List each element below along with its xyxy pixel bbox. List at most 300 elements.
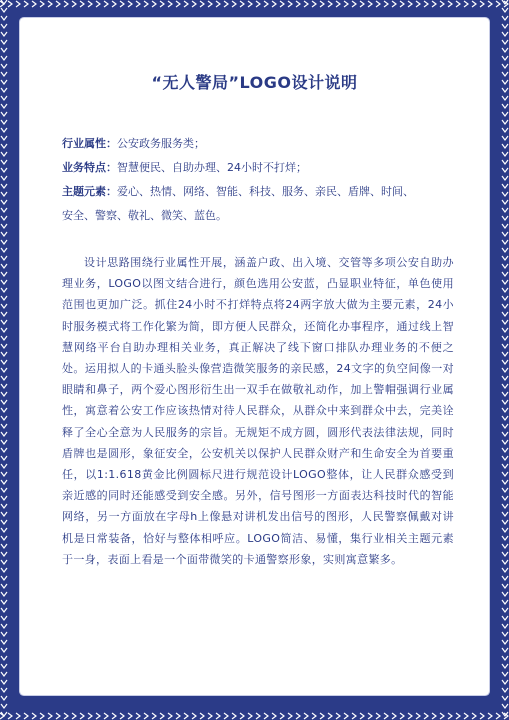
border-chevron (1, 360, 7, 364)
border-chevron (502, 448, 508, 452)
border-chevron (1, 656, 7, 660)
border-chevron (1, 240, 7, 244)
border-chevron (464, 713, 468, 719)
border-chevron (502, 528, 508, 532)
border-chevron (1, 536, 7, 540)
border-chevron (360, 1, 364, 7)
border-chevron (296, 1, 300, 7)
border-chevron (502, 560, 508, 564)
border-chevron (502, 384, 508, 388)
border-chevron (320, 1, 324, 7)
border-chevron (502, 592, 508, 596)
border-chevron (1, 96, 7, 100)
border-chevron (502, 240, 508, 244)
border-pattern-bottom (0, 712, 509, 720)
border-chevron (264, 1, 268, 7)
border-chevron (432, 713, 436, 719)
border-chevron (502, 472, 508, 476)
border-chevron (502, 160, 508, 164)
border-chevron (440, 713, 444, 719)
border-chevron (112, 1, 116, 7)
border-chevron (502, 488, 508, 492)
border-chevron (104, 713, 108, 719)
border-chevron (480, 1, 484, 7)
border-chevron (488, 1, 492, 7)
border-chevron (502, 288, 508, 292)
border-chevron (1, 368, 7, 372)
attribute-key: 业务特点： (62, 161, 117, 174)
border-chevron (472, 1, 476, 7)
border-chevron (144, 1, 148, 7)
border-chevron (200, 713, 204, 719)
border-chevron (352, 1, 356, 7)
border-chevron (502, 344, 508, 348)
border-chevron (502, 280, 508, 284)
border-chevron (296, 713, 300, 719)
border-chevron (502, 664, 508, 668)
border-chevron (502, 144, 508, 148)
attribute-value: 智慧便民、自助办理、24小时不打烊； (117, 161, 307, 174)
border-chevron (502, 376, 508, 380)
border-chevron (232, 1, 236, 7)
border-chevron (424, 1, 428, 7)
border-chevron (1, 696, 7, 700)
border-chevron (184, 1, 188, 7)
border-chevron (408, 713, 412, 719)
border-chevron (502, 272, 508, 276)
border-pattern-top (0, 0, 509, 8)
border-chevron (1, 448, 7, 452)
border-chevron (96, 1, 100, 7)
border-chevron (1, 296, 7, 300)
border-chevron (502, 632, 508, 636)
border-chevron (328, 1, 332, 7)
attribute-industry (62, 132, 452, 156)
border-chevron (502, 168, 508, 172)
border-chevron (1, 192, 7, 196)
border-chevron (1, 64, 7, 68)
border-chevron (1, 8, 7, 12)
border-chevron (502, 24, 508, 28)
border-chevron (144, 713, 148, 719)
border-chevron (240, 713, 244, 719)
border-chevron (502, 568, 508, 572)
border-chevron (416, 1, 420, 7)
border-chevron (208, 713, 212, 719)
border-chevron (502, 136, 508, 140)
border-chevron (1, 680, 7, 684)
border-chevron (16, 1, 20, 7)
border-chevron (502, 464, 508, 468)
border-chevron (1, 160, 7, 164)
attribute-business (62, 156, 452, 180)
border-chevron (502, 128, 508, 132)
border-chevron (502, 232, 508, 236)
border-chevron (1, 248, 7, 252)
border-chevron (502, 56, 508, 60)
border-chevron (160, 1, 164, 7)
border-chevron (502, 520, 508, 524)
border-chevron (304, 1, 308, 7)
border-chevron (400, 1, 404, 7)
border-chevron (1, 624, 7, 628)
border-chevron (232, 713, 236, 719)
border-chevron (336, 1, 340, 7)
border-chevron (502, 96, 508, 100)
border-chevron (1, 328, 7, 332)
border-chevron (96, 713, 100, 719)
border-chevron (1, 584, 7, 588)
border-chevron (88, 713, 92, 719)
border-chevron (502, 320, 508, 324)
border-chevron (1, 48, 7, 52)
border-chevron (1, 136, 7, 140)
border-chevron (1, 232, 7, 236)
border-chevron (280, 1, 284, 7)
border-chevron (1, 256, 7, 260)
border-chevron (502, 184, 508, 188)
border-chevron (64, 1, 68, 7)
border-chevron (392, 713, 396, 719)
border-chevron (1, 200, 7, 204)
border-chevron (502, 112, 508, 116)
border-chevron (48, 1, 52, 7)
border-chevron (136, 713, 140, 719)
border-chevron (502, 32, 508, 36)
border-chevron (80, 713, 84, 719)
attribute-key: 主题元素： (62, 185, 117, 198)
border-chevron (192, 713, 196, 719)
border-chevron (502, 16, 508, 20)
border-chevron (1, 464, 7, 468)
border-chevron (1, 544, 7, 548)
border-chevron (1, 104, 7, 108)
border-chevron (1, 176, 7, 180)
border-chevron (1, 504, 7, 508)
border-chevron (502, 104, 508, 108)
border-chevron (502, 704, 508, 708)
border-chevron (1, 432, 7, 436)
border-chevron (456, 1, 460, 7)
border-chevron (1, 336, 7, 340)
border-chevron (72, 1, 76, 7)
border-chevron (160, 713, 164, 719)
border-chevron (502, 176, 508, 180)
border-chevron (1, 520, 7, 524)
border-chevron (502, 8, 508, 12)
border-chevron (56, 1, 60, 7)
border-chevron (440, 1, 444, 7)
border-chevron (502, 304, 508, 308)
border-chevron (1, 128, 7, 132)
border-chevron (224, 713, 228, 719)
border-chevron (502, 440, 508, 444)
border-chevron (152, 713, 156, 719)
border-chevron (448, 1, 452, 7)
border-chevron (1, 576, 7, 580)
border-chevron (1, 600, 7, 604)
border-chevron (56, 713, 60, 719)
border-chevron (120, 1, 124, 7)
border-chevron (502, 608, 508, 612)
border-chevron (40, 1, 44, 7)
border-chevron (24, 1, 28, 7)
border-chevron (502, 248, 508, 252)
border-chevron (416, 713, 420, 719)
border-chevron (272, 713, 276, 719)
border-chevron (328, 713, 332, 719)
attribute-theme-continued: 安全、警察、敬礼、微笑、蓝色。 (62, 209, 227, 222)
border-chevron (384, 1, 388, 7)
border-chevron (376, 713, 380, 719)
border-chevron (502, 656, 508, 660)
border-chevron (152, 1, 156, 7)
border-chevron (1, 512, 7, 516)
border-chevron (502, 456, 508, 460)
border-chevron (1, 408, 7, 412)
border-chevron (1, 640, 7, 644)
border-chevron (1, 216, 7, 220)
border-chevron (368, 713, 372, 719)
border-chevron (502, 600, 508, 604)
border-chevron (392, 1, 396, 7)
border-chevron (1, 528, 7, 532)
border-chevron (40, 713, 44, 719)
border-chevron (1, 184, 7, 188)
border-chevron (1, 384, 7, 388)
border-chevron (336, 713, 340, 719)
border-chevron (502, 120, 508, 124)
border-chevron (32, 1, 36, 7)
border-chevron (200, 1, 204, 7)
border-chevron (1, 480, 7, 484)
border-chevron (72, 713, 76, 719)
border-chevron (1, 40, 7, 44)
border-chevron (16, 713, 20, 719)
border-chevron (502, 496, 508, 500)
border-chevron (502, 512, 508, 516)
border-chevron (488, 713, 492, 719)
attribute-list (62, 132, 452, 228)
border-chevron (32, 713, 36, 719)
border-chevron (8, 713, 12, 719)
border-chevron (464, 1, 468, 7)
border-chevron (502, 264, 508, 268)
border-chevron (1, 552, 7, 556)
border-chevron (502, 624, 508, 628)
border-chevron (502, 48, 508, 52)
border-chevron (1, 616, 7, 620)
border-chevron (120, 713, 124, 719)
border-chevron (312, 713, 316, 719)
border-chevron (1, 208, 7, 212)
border-chevron (1, 352, 7, 356)
border-chevron (360, 713, 364, 719)
border-chevron (502, 408, 508, 412)
border-chevron (304, 713, 308, 719)
border-chevron (1, 0, 7, 4)
border-chevron (248, 1, 252, 7)
border-chevron (384, 713, 388, 719)
border-chevron (88, 1, 92, 7)
border-chevron (288, 1, 292, 7)
border-chevron (502, 152, 508, 156)
border-chevron (502, 200, 508, 204)
border-chevron (448, 713, 452, 719)
border-chevron (8, 1, 12, 7)
border-chevron (480, 713, 484, 719)
border-chevron (502, 696, 508, 700)
attribute-theme (62, 180, 452, 204)
border-chevron (312, 1, 316, 7)
border-chevron (502, 64, 508, 68)
border-chevron (208, 1, 212, 7)
border-chevron (502, 312, 508, 316)
border-chevron (344, 713, 348, 719)
border-chevron (1, 560, 7, 564)
border-chevron (216, 1, 220, 7)
border-chevron (502, 352, 508, 356)
border-chevron (136, 1, 140, 7)
border-chevron (280, 713, 284, 719)
attribute-value: 爱心、热情、网络、智能、科技、服务、亲民、盾牌、时间、 (117, 185, 414, 198)
border-chevron (502, 224, 508, 228)
border-chevron (502, 480, 508, 484)
border-chevron (112, 713, 116, 719)
border-chevron (1, 416, 7, 420)
border-chevron (168, 713, 172, 719)
border-pattern-left (0, 0, 8, 720)
border-chevron (184, 713, 188, 719)
border-chevron (502, 40, 508, 44)
border-chevron (1, 632, 7, 636)
border-chevron (502, 536, 508, 540)
border-chevron (1, 472, 7, 476)
border-chevron (502, 208, 508, 212)
border-chevron (1, 168, 7, 172)
border-chevron (240, 1, 244, 7)
border-chevron (502, 712, 508, 716)
border-chevron (80, 1, 84, 7)
border-chevron (344, 1, 348, 7)
border-chevron (224, 1, 228, 7)
border-chevron (1, 304, 7, 308)
border-chevron (502, 432, 508, 436)
border-chevron (1, 400, 7, 404)
border-chevron (502, 504, 508, 508)
border-chevron (502, 640, 508, 644)
border-chevron (192, 1, 196, 7)
border-chevron (1, 120, 7, 124)
border-chevron (502, 400, 508, 404)
body-paragraph: 设计思路围绕行业属性开展，涵盖户政、出入境、交管等多项公安自助办理业务，LOGO以图文结合进行，颜色选用公安蓝，凸显职业特征，单色使用范围也更加广泛。抓住24小时不打烊特点将24两字放大做为主要元素，24小时服务模式将工作化繁为简，即方便人民群众，还简化办事程序，通过线上智慧网络平台自助办理相关业务，真正解决了线下窗口排队办理业务的不便之处。运用拟人的卡通头脸头像营造微笑服务的亲民感，24文字的负空间像一对眼睛和鼻子，两个爱心图形衍生出一双手在做敬礼动作，加上警帽强调行业属性，寓意着公安工作应该热情对待人民群众，从群众中来到群众中去，完美诠释了全心全意为人民服务的宗旨。无规矩不成方圆，圆形代表法律法规，同时盾牌也是圆形，象征安全，公安机关以保护人民群众财产和生命安全为首要重任，以1:1.618黄金比例圆标尺进行规范设计LOGO整体，让人民群众感受到亲近感的同时还能感受到安全感。另外，信号图形一方面表达科技时代的智能网络，另一方面放在字母h上像悬对讲机发出信号的图形，人民警察佩戴对讲机是日常装备，恰好与整体相呼应。LOGO简洁、易懂，集行业相关主题元素于一身，表面上看是一个面带微笑的卡通警察形象，实则寓意繁多。 (62, 256, 454, 566)
border-chevron (1, 392, 7, 396)
border-pattern-right (501, 0, 509, 720)
attribute-value: 公安政务服务类； (117, 137, 205, 150)
border-chevron (502, 584, 508, 588)
border-chevron (1, 312, 7, 316)
border-chevron (502, 296, 508, 300)
border-chevron (502, 552, 508, 556)
border-chevron (248, 713, 252, 719)
border-chevron (400, 713, 404, 719)
border-chevron (502, 424, 508, 428)
border-chevron (502, 416, 508, 420)
border-chevron (256, 1, 260, 7)
border-chevron (352, 713, 356, 719)
border-chevron (502, 392, 508, 396)
border-chevron (1, 56, 7, 60)
border-chevron (502, 0, 508, 4)
border-chevron (1, 224, 7, 228)
border-chevron (408, 1, 412, 7)
border-chevron (502, 544, 508, 548)
border-chevron (456, 713, 460, 719)
border-chevron (64, 713, 68, 719)
border-chevron (1, 496, 7, 500)
border-chevron (1, 648, 7, 652)
border-chevron (502, 648, 508, 652)
border-chevron (1, 688, 7, 692)
border-chevron (1, 712, 7, 716)
border-chevron (176, 1, 180, 7)
border-chevron (1, 320, 7, 324)
border-chevron (1, 112, 7, 116)
border-chevron (1, 704, 7, 708)
border-chevron (48, 713, 52, 719)
border-chevron (1, 424, 7, 428)
border-chevron (24, 713, 28, 719)
border-chevron (502, 616, 508, 620)
border-chevron (502, 576, 508, 580)
border-chevron (128, 1, 132, 7)
border-chevron (264, 713, 268, 719)
border-chevron (1, 608, 7, 612)
border-chevron (1, 288, 7, 292)
border-chevron (496, 1, 500, 7)
border-chevron (502, 672, 508, 676)
border-chevron (1, 344, 7, 348)
border-chevron (432, 1, 436, 7)
border-chevron (1, 32, 7, 36)
border-chevron (502, 680, 508, 684)
border-chevron (424, 713, 428, 719)
border-chevron (1, 456, 7, 460)
border-chevron (368, 1, 372, 7)
border-chevron (1, 16, 7, 20)
border-chevron (472, 713, 476, 719)
border-chevron (502, 360, 508, 364)
border-chevron (176, 713, 180, 719)
border-chevron (1, 24, 7, 28)
border-chevron (320, 713, 324, 719)
border-chevron (1, 592, 7, 596)
border-chevron (376, 1, 380, 7)
border-chevron (1, 144, 7, 148)
border-chevron (256, 713, 260, 719)
border-chevron (288, 713, 292, 719)
border-chevron (502, 328, 508, 332)
border-chevron (168, 1, 172, 7)
border-chevron (502, 336, 508, 340)
border-chevron (1, 664, 7, 668)
border-chevron (1, 488, 7, 492)
border-chevron (496, 713, 500, 719)
border-chevron (1, 264, 7, 268)
border-chevron (1, 272, 7, 276)
border-chevron (272, 1, 276, 7)
border-chevron (1, 568, 7, 572)
